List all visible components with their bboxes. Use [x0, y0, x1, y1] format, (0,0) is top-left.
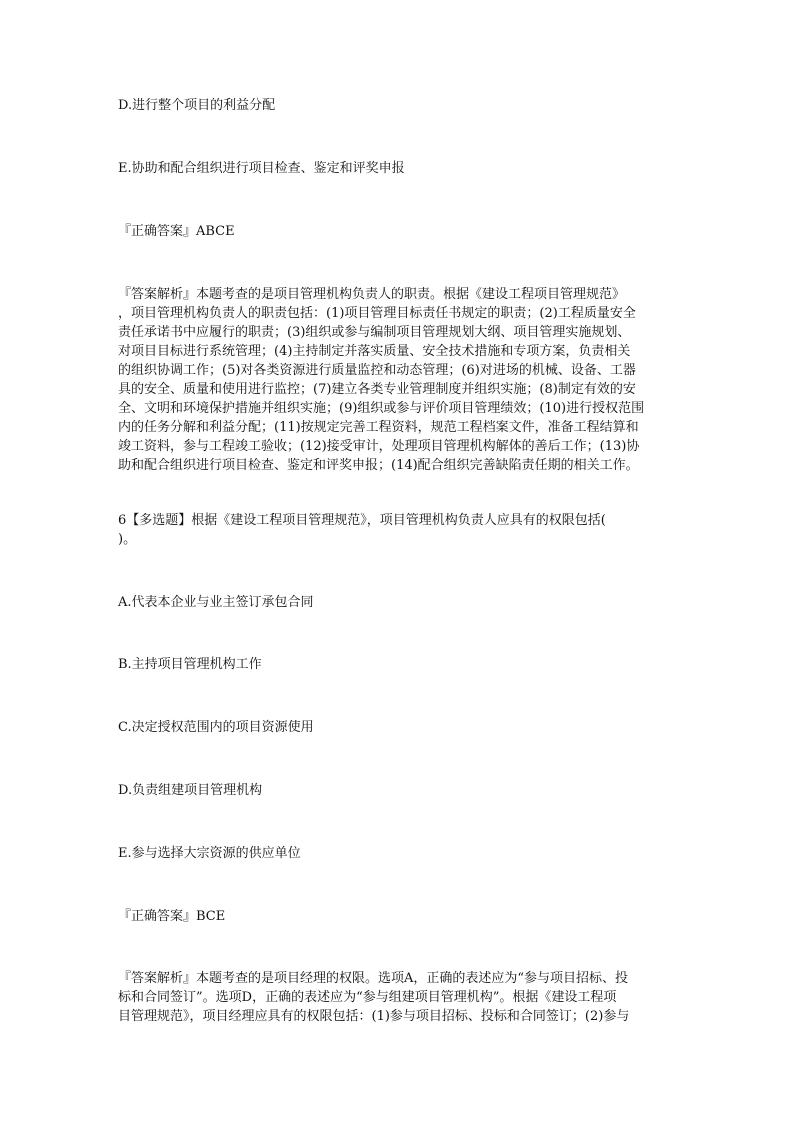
q5-explanation-line: 竣工资料，参与工程竣工验收；(12)接受审计，处理项目管理机构解体的善后工作；(13)协	[118, 439, 640, 454]
q5-answer: 『正确答案』ABCE	[118, 224, 235, 239]
q5-explanation-line: 助和配合组织进行项目检查、鉴定和评奖申报；(14)配合组织完善缺陷责任期的相关工作。	[118, 458, 639, 473]
q6-option-b: B.主持项目管理机构工作	[118, 657, 262, 672]
q5-option-d: D.进行整个项目的利益分配	[118, 98, 276, 113]
q6-explanation	[118, 969, 678, 1026]
q5-option-e: E.协助和配合组织进行项目检查、鉴定和评奖申报	[118, 161, 405, 176]
q5-explanation-line: 的组织协调工作；(5)对各类资源进行质量监控和动态管理；(6)对进场的机械、设备、工器	[118, 363, 636, 378]
q6-option-a: A.代表本企业与业主签订承包合同	[118, 595, 314, 610]
q5-explanation-line: 对项目目标进行系统管理；(4)主持制定并落实质量、安全技术措施和专项方案，负责相关	[118, 344, 631, 359]
q5-explanation-line: 『答案解析』本题考查的是项目管理机构负责人的职责。根据《建设工程项目管理规范》	[118, 287, 626, 302]
q6-question	[118, 511, 678, 549]
q5-explanation-line: 内的任务分解和利益分配；(11)按规定完善工程资料，规范工程档案文件，准备工程结算和	[118, 420, 639, 435]
q5-explanation-line: 全、文明和环境保护措施并组织实施；(9)组织或参与评价项目管理绩效；(10)进行授权范围	[118, 401, 645, 416]
q5-explanation	[118, 285, 678, 475]
q6-question-line: )。	[118, 532, 137, 547]
q6-explanation-line: 目管理规范》，项目经理应具有的权限包括：(1)参与项目招标、投标和合同签订；(2)参与	[118, 1009, 630, 1024]
q6-explanation-line: 标和合同签订”。选项D，正确的表述应为“参与组建项目管理机构”。根据《建设工程项	[118, 990, 617, 1005]
q6-option-e: E.参与选择大宗资源的供应单位	[118, 846, 301, 861]
q6-question-line: 6【多选题】根据《建设工程项目管理规范》，项目管理机构负责人应具有的权限包括(	[118, 513, 606, 528]
q5-explanation-line: 具的安全、质量和使用进行监控；(7)建立各类专业管理制度并组织实施；(8)制定有效的安	[118, 382, 636, 397]
q6-option-d: D.负责组建项目管理机构	[118, 783, 263, 798]
q6-explanation-line: 『答案解析』本题考查的是项目经理的权限。选项A，正确的表述应为“参与项目招标、投	[118, 971, 629, 986]
q5-explanation-line: ，项目管理机构负责人的职责包括：(1)项目管理目标责任书规定的职责；(2)工程质量安全	[118, 306, 636, 321]
q5-explanation-line: 责任承诺书中应履行的职责；(3)组织或参与编制项目管理规划大纲、项目管理实施规划、	[118, 325, 631, 340]
q6-option-c: C.决定授权范围内的项目资源使用	[118, 720, 314, 735]
q6-answer: 『正确答案』BCE	[118, 909, 226, 924]
